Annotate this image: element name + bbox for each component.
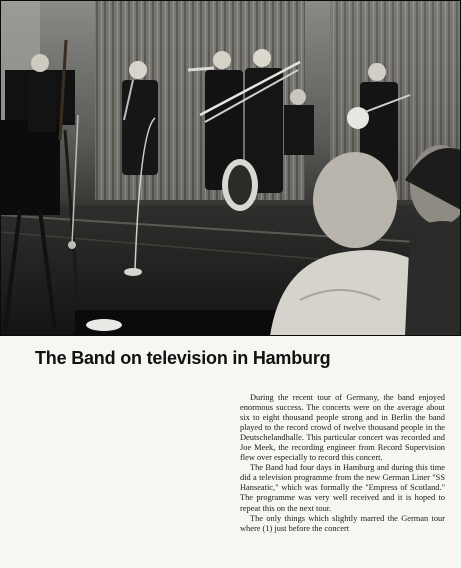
article-headline: The Band on television in Hamburg [35,348,331,368]
article-paragraph: The only things which slightly marred the German tour where (1) just before the concert [240,513,445,533]
article-body [240,393,445,534]
article-paragraph: The Band had four days in Hamburg and during this time did a television programme from the new German Liner "SS Hanseatic," which was formally the "Empress of Scotland." The programme was very well received and it is hoped to repeat this on the next tour. [240,463,445,513]
article-paragraph: During the recent tour of Germany, the band enjoyed enormous success. The concerts were on the average about six to eight thousand people strong and in Berlin the band played to the record crowd of twelve thousand people in the Deutschelandhalle. This particular concert was recorded and Joe Meek, the recording engineer from Record Supervision flew over especially to record this concert. [240,393,445,463]
